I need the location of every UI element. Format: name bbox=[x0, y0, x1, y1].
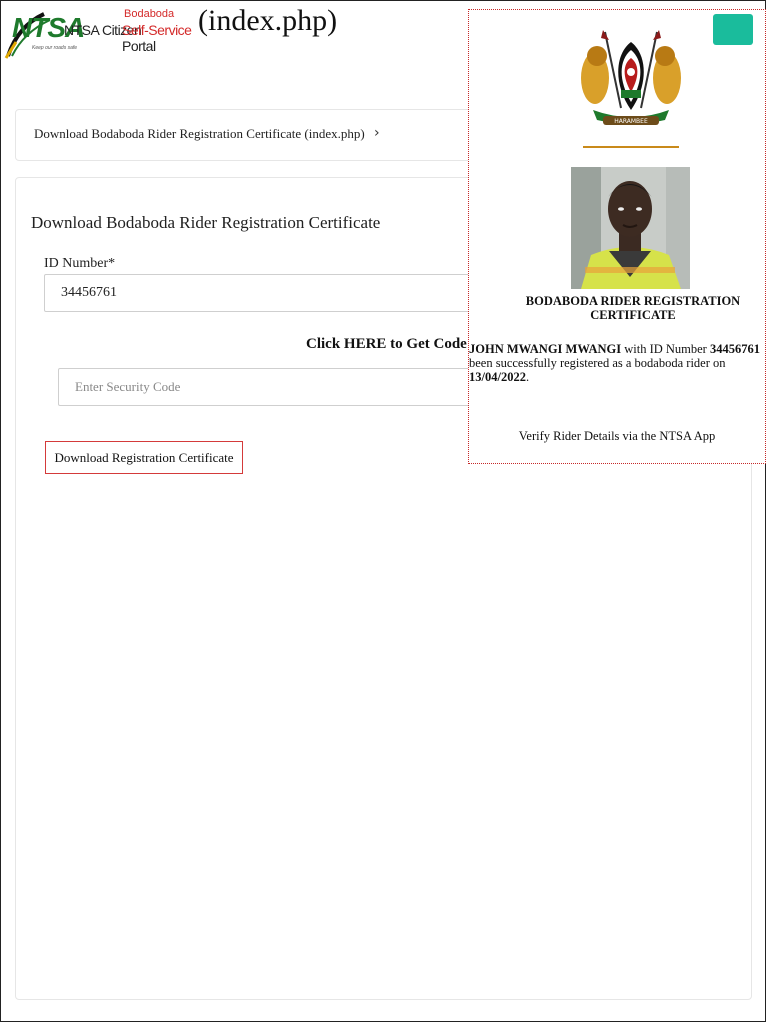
logo-self-service-text: Self-Service Portal bbox=[122, 22, 192, 54]
ntsa-logo[interactable] bbox=[4, 2, 192, 56]
id-number-label: ID Number* bbox=[44, 256, 116, 271]
logo-bodaboda-text: Bodaboda bbox=[124, 8, 175, 20]
logo-citizen-text: NTSA Citizen bbox=[64, 22, 142, 38]
download-certificate-button[interactable]: Download Registration Certificate bbox=[45, 441, 243, 474]
registration-date: 13/04/2022 bbox=[469, 370, 526, 384]
logo-tagline: Keep our roads safe bbox=[32, 45, 78, 51]
print-button[interactable] bbox=[713, 14, 753, 45]
form-title: Download Bodaboda Rider Registration Certificate bbox=[31, 213, 381, 232]
chevron-right-icon: › bbox=[374, 125, 380, 141]
coat-motto: HARAMBEE bbox=[614, 118, 648, 125]
coat-of-arms-icon bbox=[577, 28, 685, 132]
divider bbox=[583, 146, 679, 148]
with-id-text: with ID Number bbox=[621, 342, 710, 356]
registered-text: been successfully registered as a bodaboda rider on bbox=[469, 356, 726, 370]
certificate-title: BODABODA RIDER REGISTRATION CERTIFICATE bbox=[525, 294, 741, 322]
logo-ntsa-text: NTSA bbox=[12, 12, 85, 43]
rider-photo bbox=[571, 167, 690, 289]
rider-id-number: 34456761 bbox=[709, 342, 760, 356]
rider-name: JOHN MWANGI MWANGI bbox=[469, 342, 622, 356]
get-code-link[interactable]: Click HERE to Get Code bbox=[306, 336, 467, 352]
certificate-overlay bbox=[468, 9, 766, 464]
page-heading: (index.php) bbox=[198, 4, 338, 37]
certificate-body bbox=[469, 342, 768, 384]
breadcrumb-link[interactable]: Download Bodaboda Rider Registration Certificate (index.php) bbox=[34, 126, 365, 141]
period-text: . bbox=[525, 370, 530, 384]
verify-text: Verify Rider Details via the NTSA App bbox=[518, 429, 716, 443]
